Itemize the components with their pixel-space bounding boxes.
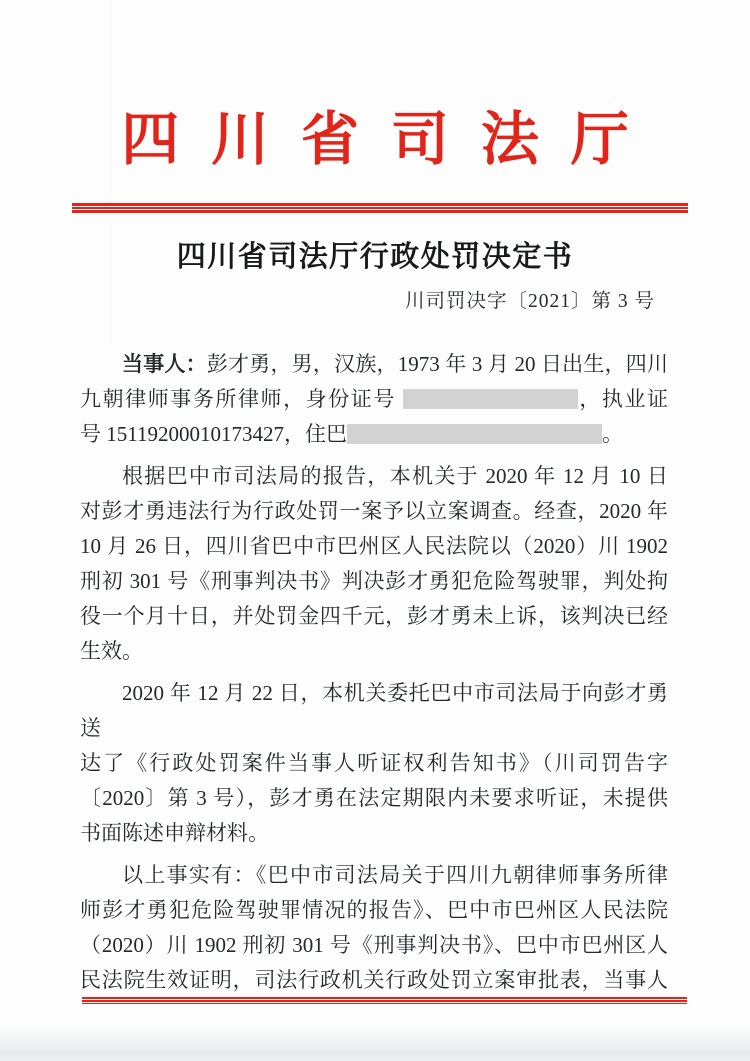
- body-line: [80, 928, 668, 963]
- body-paragraph: [80, 676, 668, 851]
- body-text-segment: 师彭才勇犯危险驾驶罪情况的报告》、巴中市巴州区人民法院: [80, 898, 668, 922]
- body-paragraph: [80, 459, 668, 669]
- document-number: 川司罚决字〔2021〕第 3 号: [404, 291, 655, 312]
- body-text-segment: 2020 年 12 月 22 日，本机关委托巴中市司法局于向彭才勇送: [80, 681, 668, 740]
- body-text-segment: 10 月 26 日，四川省巴中市巴州区人民法院以（2020）川 1902: [80, 534, 668, 558]
- body-line: [80, 347, 668, 382]
- agency-letterhead-title: 四川省司法厅: [121, 107, 661, 172]
- body-line: [80, 529, 668, 564]
- body-line: [80, 746, 668, 781]
- body-line: [80, 382, 668, 417]
- body-text-segment: 对彭才勇违法行为行政处罚一案予以立案调查。经查，2020 年: [80, 499, 668, 523]
- body-text-segment: 民法院生效证明，司法行政机关行政处罚立案审批表，当事人: [80, 968, 668, 992]
- body-line: [80, 564, 668, 599]
- body-line: [80, 893, 668, 928]
- redaction-box: [347, 424, 602, 444]
- body-line: [80, 963, 668, 998]
- body-line: [80, 816, 668, 851]
- body-text-segment: ，执业证: [577, 387, 669, 411]
- body-line: [80, 676, 668, 746]
- body-text-segment: 〔2020〕第 3 号），彭才勇在法定期限内未要求听证，未提供: [80, 786, 668, 810]
- body-text-segment: 九朝律师事务所律师，身份证号: [80, 387, 403, 411]
- body-paragraph: [80, 347, 668, 452]
- scan-edge-shadow: [0, 1025, 750, 1061]
- body-line: [80, 459, 668, 494]
- body-line: [80, 599, 668, 634]
- body-text-segment: 当事人：: [122, 352, 207, 376]
- body-paragraph: [80, 858, 668, 998]
- document-body: [80, 347, 668, 998]
- body-line: [80, 494, 668, 529]
- body-line: [80, 417, 668, 452]
- body-line: [80, 858, 668, 893]
- body-text-segment: 根据巴中市司法局的报告，本机关于 2020 年 12 月 10 日: [122, 464, 668, 488]
- body-text-segment: 役一个月十日，并处罚金四千元，彭才勇未上诉，该判决已经: [80, 604, 668, 628]
- letterhead-divider-rule: [72, 203, 688, 213]
- body-text-segment: 。: [601, 422, 623, 446]
- redaction-box: [403, 389, 578, 409]
- body-line: [80, 634, 668, 669]
- body-text-segment: 刑初 301 号《刑事判决书》判决彭才勇犯危险驾驶罪，判处拘: [80, 569, 668, 593]
- document-title: 四川省司法厅行政处罚决定书: [176, 241, 574, 273]
- body-text-segment: 彭才勇，男，汉族，1973 年 3 月 20 日出生，四川: [206, 352, 669, 376]
- body-text-segment: 以上事实有：《巴中市司法局关于四川九朝律师事务所律: [122, 863, 668, 887]
- body-text-segment: 号 15119200010173427，住巴: [80, 422, 347, 446]
- body-text-segment: 书面陈述申辩材料。: [80, 821, 269, 845]
- body-text-segment: （2020）川 1902 刑初 301 号《刑事判决书》、巴中市巴州区人: [80, 933, 668, 957]
- body-text-segment: 达了《行政处罚案件当事人听证权利告知书》（川司罚告字: [80, 751, 668, 775]
- footer-divider-rule: [82, 997, 687, 1004]
- body-line: [80, 781, 668, 816]
- body-text-segment: 生效。: [80, 639, 143, 663]
